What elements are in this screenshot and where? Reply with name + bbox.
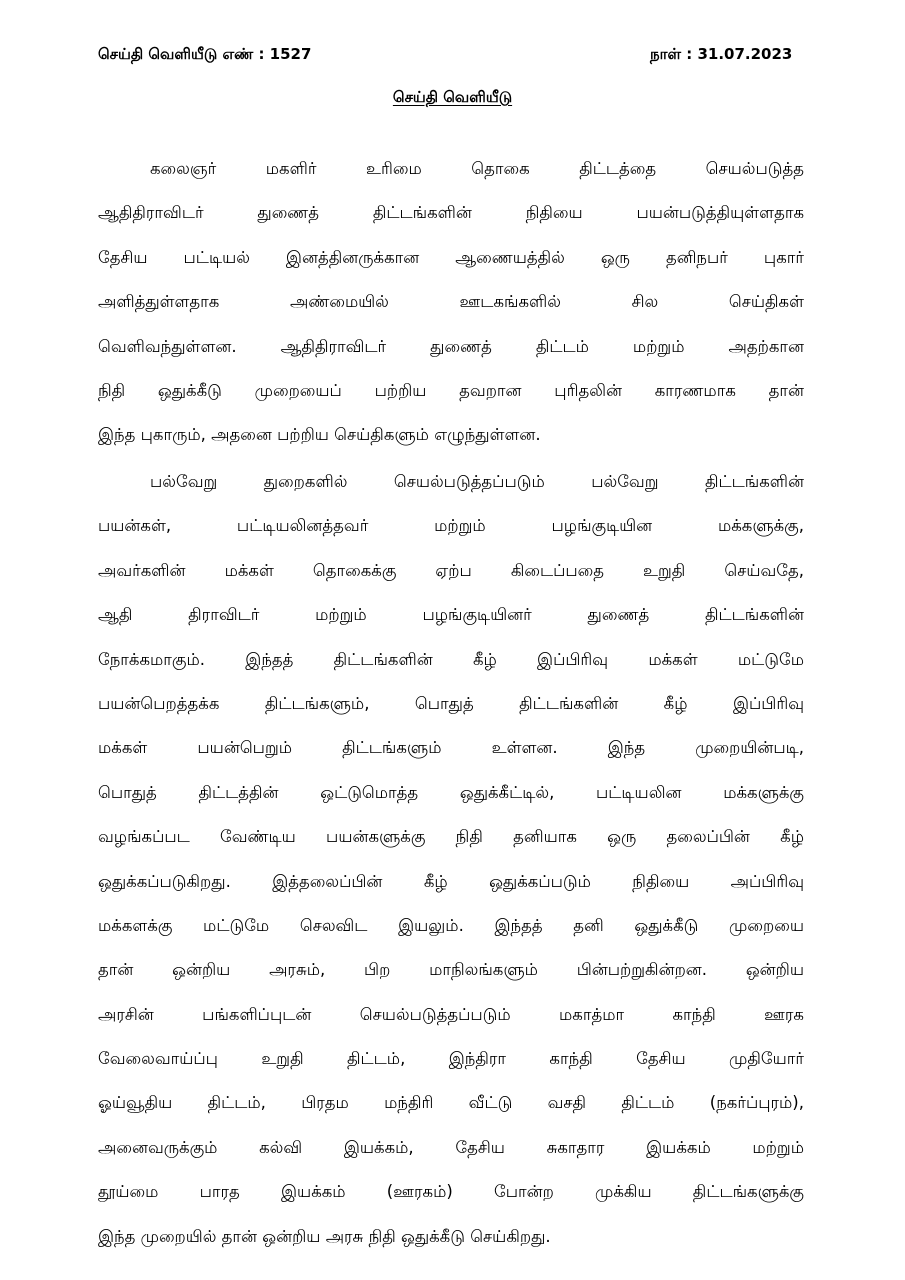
paragraph-line: வழங்கப்பட வேண்டிய பயன்களுக்கு நிதி தனியாக ஒரு தலைப்பின் கீழ் <box>98 827 804 847</box>
paragraph-line: ஆதிதிராவிடர் துணைத் திட்டங்களின் நிதியை பயன்படுத்தியுள்ளதாக <box>98 203 804 223</box>
paragraph-line: கலைஞர் மகளிர் உரிமை தொகை திட்டத்தை செயல்படுத்த <box>150 159 804 178</box>
paragraph-line: வேலைவாய்ப்பு உறுதி திட்டம், இந்திரா காந்தி தேசிய முதியோர் <box>98 1049 804 1069</box>
paragraph-line: தூய்மை பாரத இயக்கம் (ஊரகம்) போன்ற முக்கிய திட்டங்களுக்கு <box>98 1182 804 1202</box>
paragraph-line: தேசிய பட்டியல் இனத்தினருக்கான ஆணையத்தில் ஒரு தனிநபர் புகார் <box>98 247 804 267</box>
paragraph-line: வெளிவந்துள்ளன. ஆதிதிராவிடர் துணைத் திட்டம் மற்றும் அதற்கான <box>98 336 804 356</box>
release-date: நாள் : 31.07.2023 <box>650 45 793 63</box>
paragraph-line: ஓய்வூதிய திட்டம், பிரதம மந்திரி வீட்டு வசதி திட்டம் (நகர்ப்புரம்), <box>98 1093 804 1113</box>
paragraph-line: மக்கள் பயன்பெறும் திட்டங்களும் உள்ளன. இந்த முறையின்படி, <box>98 738 804 758</box>
paragraph-line: அவர்களின் மக்கள் தொகைக்கு ஏற்ப கிடைப்பதை உறுதி செய்வதே, <box>98 560 804 580</box>
paragraph-line: ஆதி திராவிடர் மற்றும் பழங்குடியினர் துணைத் திட்டங்களின் <box>98 605 804 625</box>
paragraph-line: பயன்கள், பட்டியலினத்தவர் மற்றும் பழங்குடியின மக்களுக்கு, <box>98 516 804 536</box>
paragraph-line: ஒதுக்கப்படுகிறது. இத்தலைப்பின் கீழ் ஒதுக்கப்படும் நிதியை அப்பிரிவு <box>98 871 804 891</box>
paragraph-line: இந்த முறையில் தான் ஒன்றிய அரசு நிதி ஒதுக்கீடு செய்கிறது. <box>98 1226 551 1246</box>
paragraph-line: நிதி ஒதுக்கீடு முறையைப் பற்றிய தவறான புரிதலின் காரணமாக தான் <box>98 380 804 400</box>
release-number: செய்தி வெளியீடு எண் : 1527 <box>98 45 312 63</box>
paragraph-line: பல்வேறு துறைகளில் செயல்படுத்தப்படும் பல்வேறு திட்டங்களின் <box>150 472 804 491</box>
paragraph-line: பயன்பெறத்தக்க திட்டங்களும், பொதுத் திட்டங்களின் கீழ் இப்பிரிவு <box>98 693 804 713</box>
paragraph-1 <box>98 147 804 458</box>
paragraph-line: மக்களக்கு மட்டுமே செலவிட இயலும். இந்தத் தனி ஒதுக்கீடு முறையை <box>98 915 804 935</box>
paragraph-line: அரசின் பங்களிப்புடன் செயல்படுத்தப்படும் மகாத்மா காந்தி ஊரக <box>98 1004 804 1024</box>
paragraph-line: இந்த புகாரும், அதனை பற்றிய செய்திகளும் எழுந்துள்ளன. <box>98 425 541 445</box>
paragraph-line: பொதுத் திட்டத்தின் ஒட்டுமொத்த ஒதுக்கீட்டில், பட்டியலின மக்களுக்கு <box>98 782 804 802</box>
document-title: செய்தி வெளியீடு <box>392 88 513 106</box>
paragraph-line: அளித்துள்ளதாக அண்மையில் ஊடகங்களில் சில செய்திகள் <box>98 292 804 312</box>
paragraph-line: நோக்கமாகும். இந்தத் திட்டங்களின் கீழ் இப்பிரிவு மக்கள் மட்டுமே <box>98 649 804 669</box>
paragraph-2 <box>98 460 804 1259</box>
paragraph-line: தான் ஒன்றிய அரசும், பிற மாநிலங்களும் பின்பற்றுகின்றன. ஒன்றிய <box>98 960 804 980</box>
paragraph-line: அனைவருக்கும் கல்வி இயக்கம், தேசிய சுகாதார இயக்கம் மற்றும் <box>98 1137 804 1157</box>
